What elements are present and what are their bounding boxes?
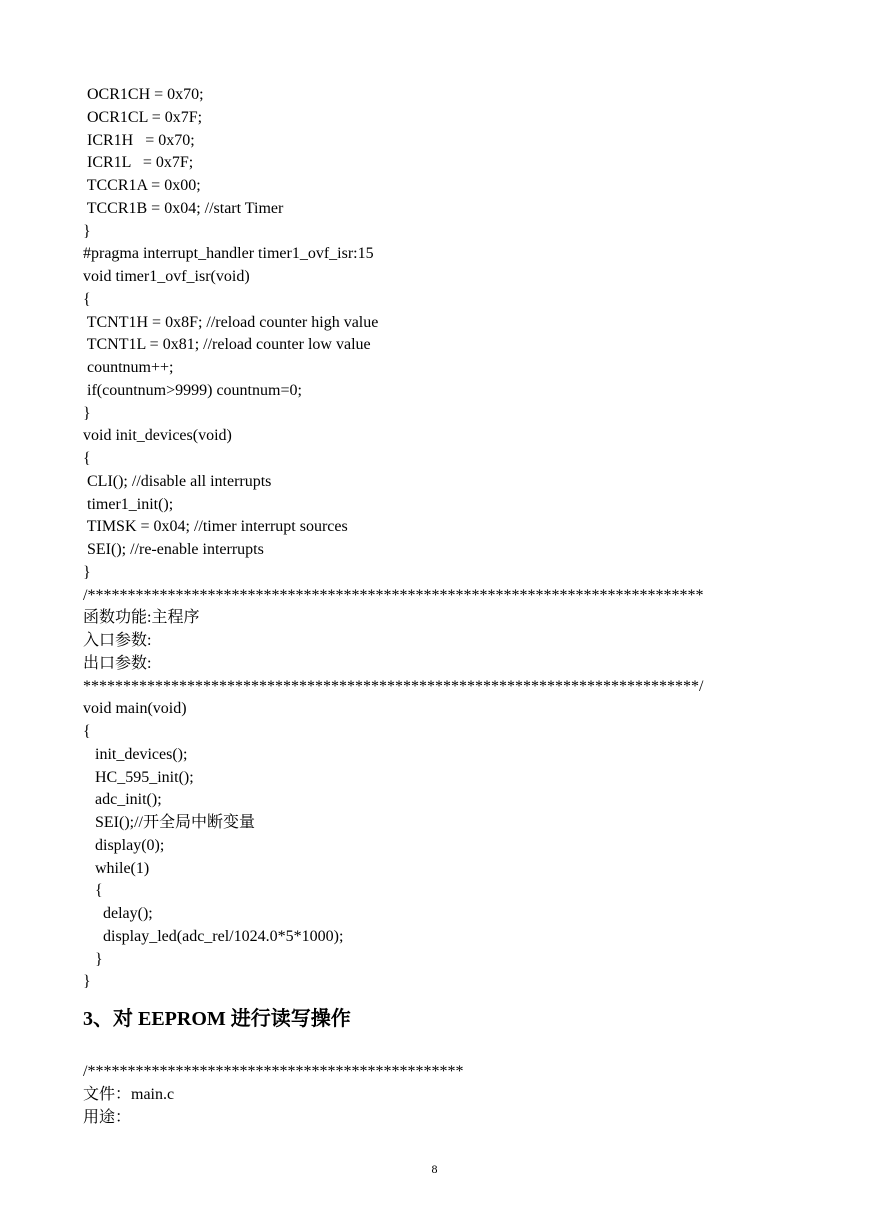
code-line: } xyxy=(83,950,103,968)
code-line: void main(void) xyxy=(83,700,187,718)
code-block-2 xyxy=(83,1060,823,1128)
code-line: } xyxy=(83,404,91,422)
code-line: } xyxy=(83,222,91,240)
code-line: void timer1_ovf_isr(void) xyxy=(83,268,250,285)
code-line: /***************************************************************************** xyxy=(83,586,704,604)
code-line: SEI();//开全局中断变量 xyxy=(83,814,255,831)
code-line: { xyxy=(83,882,103,900)
code-line: } xyxy=(83,563,91,581)
code-line: #pragma interrupt_handler timer1_ovf_isr:15 xyxy=(83,245,374,263)
code-line: if(countnum>9999) countnum=0; xyxy=(83,381,302,399)
code-line: /*********************************************** xyxy=(83,1063,464,1080)
code-line: void init_devices(void) xyxy=(83,427,232,445)
section-heading: 3、对 EEPROM 进行读写操作 xyxy=(83,1008,351,1030)
code-line: ICR1L = 0x7F; xyxy=(83,154,194,172)
code-line: { xyxy=(83,723,91,740)
code-line: 出口参数: xyxy=(83,654,152,672)
code-line: SEI(); //re-enable interrupts xyxy=(83,541,264,558)
code-line: 文件：main.c xyxy=(83,1085,175,1103)
page-number: 8 xyxy=(431,1162,438,1176)
code-line: adc_init(); xyxy=(83,791,162,809)
code-line: OCR1CH = 0x70; xyxy=(83,86,204,103)
code-line: init_devices(); xyxy=(83,745,188,763)
code-line: TCNT1L = 0x81; //reload counter low value xyxy=(83,336,371,354)
code-line: } xyxy=(83,973,91,991)
code-line: timer1_init(); xyxy=(83,495,174,513)
code-line: while(1) xyxy=(83,859,150,877)
code-line: 用途： xyxy=(83,1108,132,1126)
code-line: display(0); xyxy=(83,836,165,854)
code-line: HC_595_init(); xyxy=(83,768,194,786)
code-line: TIMSK = 0x04; //timer interrupt sources xyxy=(83,518,348,536)
code-line: 函数功能:主程序 xyxy=(83,609,200,627)
code-block-1 xyxy=(83,84,823,994)
code-line: TCCR1A = 0x00; xyxy=(83,177,201,194)
code-line: OCR1CL = 0x7F; xyxy=(83,108,203,126)
code-line: delay(); xyxy=(83,905,153,922)
code-line: display_led(adc_rel/1024.0*5*1000); xyxy=(83,927,344,945)
code-line: TCCR1B = 0x04; //start Timer xyxy=(83,199,284,217)
code-line: *****************************************************************************/ xyxy=(83,677,704,695)
code-line: countnum++; xyxy=(83,359,174,376)
code-line: 入口参数: xyxy=(83,632,152,649)
code-line: { xyxy=(83,450,91,467)
code-line: CLI(); //disable all interrupts xyxy=(83,472,272,490)
code-line: TCNT1H = 0x8F; //reload counter high value xyxy=(83,313,379,331)
code-line: ICR1H = 0x70; xyxy=(83,131,195,149)
code-line: { xyxy=(83,290,91,308)
